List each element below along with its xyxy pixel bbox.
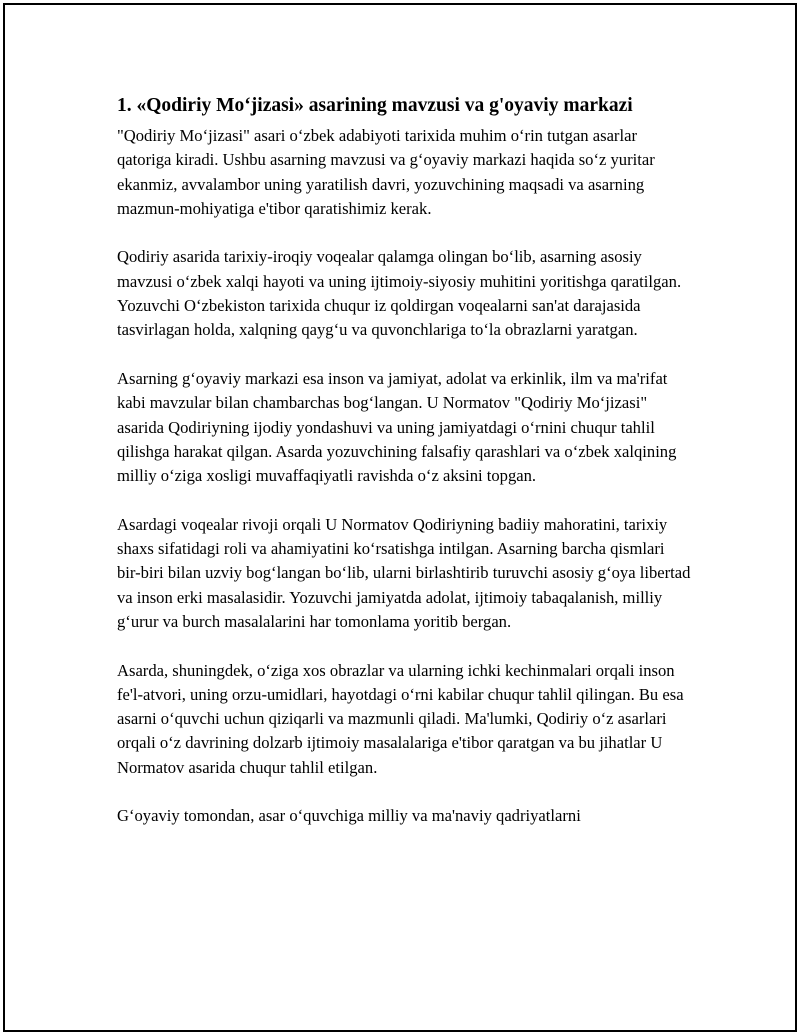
paragraph-4: Asardagi voqealar rivoji orqali U Normatov Qodiriyning badiiy mahoratini, tarixiy shaxs sifatidagi roli va ahamiyatini ko‘rsatishga intilgan. Asarning barcha qismlari bir-biri bilan uzviy bog‘langan bo‘lib, ularni birlashtirib turuvchi asosiy g‘oya libertad va inson erki masalasidir. Yozuvchi jamiyatda adolat, ijtimoiy tabaqalanish, milliy g‘urur va burch masalalarini har tomonlama yoritib bergan. <box>117 514 691 631</box>
section-heading: 1. «Qodiriy Mo‘jizasi» asarining mavzusi va g'oyaviy markazi <box>117 95 633 116</box>
paragraph-5: Asarda, shuningdek, o‘ziga xos obrazlar va ularning ichki kechinmalari orqali inson fe'l-atvori, uning orzu-umidlari, hayotdagi o‘rni kabilar chuqur tahlil qilingan. Bu esa asarni o‘quvchi uchun qiziqarli va mazmunli qiladi. Ma'lumki, Qodiriy o‘z asarlari orqali o‘z davrining dolzarb ijtimoiy masalalariga e'tibor qaratgan va bu jihatlar U Normatov asarida chuqur tahlil etilgan. <box>117 660 684 777</box>
paragraph-2: Qodiriy asarida tarixiy-iroqiy voqealar qalamga olingan bo‘lib, asarning asosiy mavzusi o‘zbek xalqi hayoti va uning ijtimoiy-siyosiy muhitini yoritishga qaratilgan. Yozuvchi O‘zbekiston tarixida chuqur iz qoldirgan voqealarni san'at darajasida tasvirlagan holda, xalqning qayg‘u va quvonchlariga to‘la obrazlarni yaratgan. <box>117 247 682 340</box>
document-body <box>117 92 692 853</box>
paragraph-3: Asarning g‘oyaviy markazi esa inson va jamiyat, adolat va erkinlik, ilm va ma'rifat kabi mavzular bilan chambarchas bog‘langan. U Normatov "Qodiriy Mo‘jizasi" asarida Qodiriyning ijodiy yondashuvi va uning jamiyatdagi o‘rnini chuqur tahlil qilishga harakat qilgan. Asarda yozuvchining falsafiy qarashlari va o‘zbek xalqining milliy o‘ziga xosligi muvaffaqiyatli ravishda o‘z aksini topgan. <box>117 368 677 486</box>
paragraph-6: G‘oyaviy tomondan, asar o‘quvchiga milliy va ma'naviy qadriyatlarni <box>117 806 581 826</box>
paragraph-1: "Qodiriy Mo‘jizasi" asari o‘zbek adabiyoti tarixida muhim o‘rin tutgan asarlar qatoriga kiradi. Ushbu asarning mavzusi va g‘oyaviy markazi haqida so‘z yuritar ekanmiz, avvalambor uning yaratilish davri, yozuvchining maqsadi va asarning mazmun-mohiyatiga e'tibor qaratishimiz kerak. <box>117 126 655 218</box>
